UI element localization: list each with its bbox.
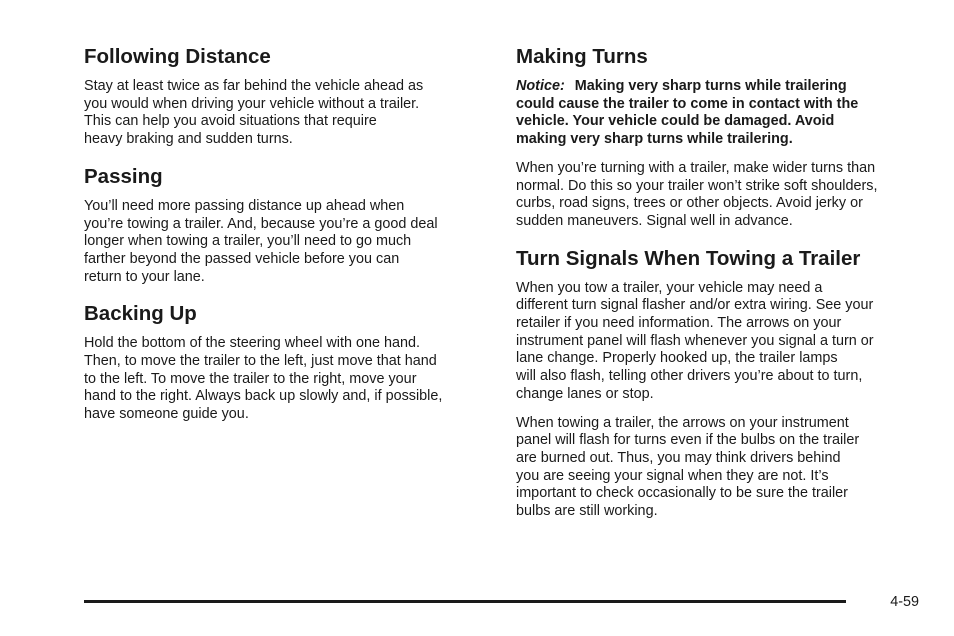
backing-up-section [84, 301, 490, 424]
backing-up-text: Hold the bottom of the steering wheel with one hand. Then, to move the trailer to the left, just move that hand to the left. To move the trailer to the right, move your hand to the right. Always back up slowly and, if possible, have someone guide you. [84, 335, 443, 423]
turn-signals-heading: Turn Signals When Towing a Trailer [516, 246, 861, 270]
page-number: 4-59 [890, 594, 919, 610]
passing-heading: Passing [84, 164, 163, 188]
following-distance-text: Stay at least twice as far behind the vehicle ahead as you would when driving your vehicle without a trailer. This can help you avoid situations that require heavy braking and sudden turns. [84, 78, 424, 148]
notice-block: Notice: Making very sharp turns while trailering could cause the trailer to come in contact with the vehicle. Your vehicle could be damaged. Avoid making very sharp turns while trailering. [516, 78, 859, 148]
backing-up-heading: Backing Up [84, 302, 197, 326]
passing-section [84, 164, 490, 287]
left-column [84, 44, 490, 424]
following-distance-heading: Following Distance [84, 45, 271, 68]
making-turns-text: When you’re turning with a trailer, make wider turns than normal. Do this so your trailer won’t strike soft shoulders, curbs, road signs, trees or other objects. Avoid jerky or sudden maneuvers. Signal well in advance. [516, 159, 878, 229]
notice-label: Notice: [516, 78, 565, 94]
making-turns-section [516, 44, 922, 231]
turn-signals-section [516, 246, 922, 521]
turn-signals-paragraph-2: When towing a trailer, the arrows on your instrument panel will flash for turns even if the bulbs on the trailer are burned out. Thus, you may think drivers behind you are seeing your signal when they are not. It’s important to check occasionally to be sure the trailer bulbs are still working. [516, 414, 860, 520]
turn-signals-paragraph-1: When you tow a trailer, your vehicle may need a different turn signal flasher and/or extra wiring. See your retailer if you need information. The arrows on your instrument panel will flash whenever you signal a turn or lane change. Properly hooked up, the trailer lamps will also flash, telling other drivers you’re about to turn, change lanes or stop. [516, 279, 874, 402]
making-turns-heading: Making Turns [516, 45, 648, 68]
footer-rule [84, 600, 846, 603]
passing-text: You’ll need more passing distance up ahead when you’re towing a trailer. And, because you’re a good deal longer when towing a trailer, you’ll need to go much farther beyond the passed vehicle before you can return to your lane. [84, 197, 438, 285]
following-distance-section [84, 44, 490, 149]
right-column [516, 44, 922, 521]
